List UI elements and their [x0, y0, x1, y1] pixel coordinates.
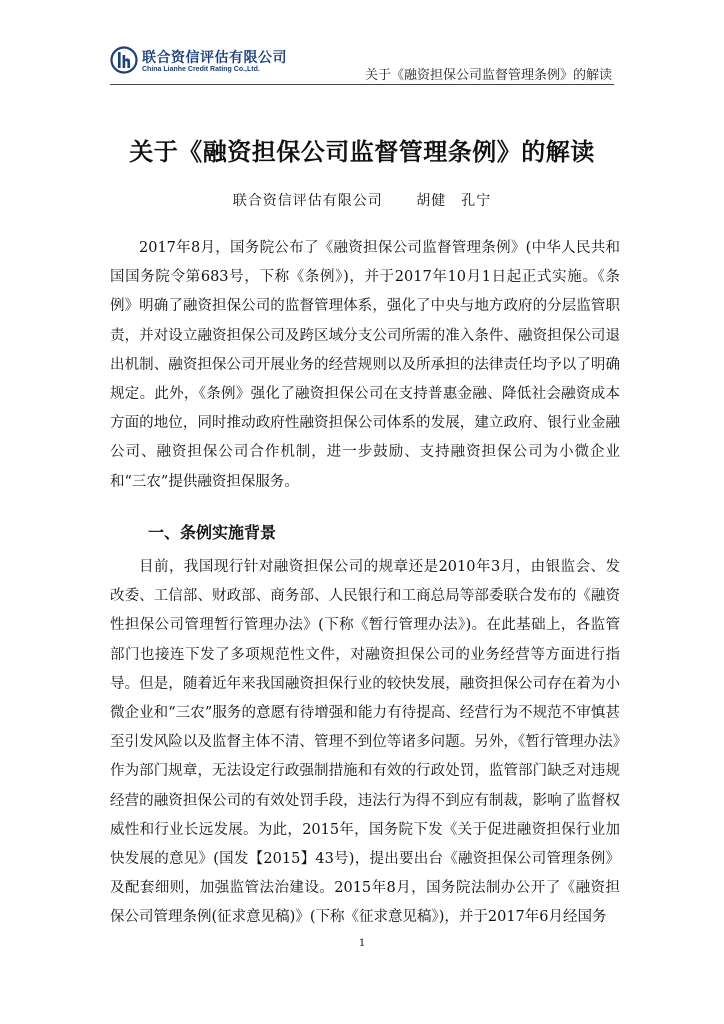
byline-authors: 胡健 孔宁	[416, 193, 492, 209]
byline	[0, 190, 724, 210]
document-title: 关于《融资担保公司监督管理条例》的解读	[129, 138, 595, 166]
company-name-en: China Lianhe Credit Rating Co.,Ltd.	[142, 66, 260, 73]
page-number: 1	[358, 938, 366, 949]
running-title: 关于《融资担保公司监督管理条例》的解读	[364, 68, 612, 83]
company-name-cn: 联合资信评估有限公司	[142, 50, 287, 66]
company-logo-icon	[110, 46, 138, 74]
section-heading: 一、条例实施背景	[148, 523, 277, 542]
background-paragraph: 目前，我国现行针对融资担保公司的规章还是2010年3月，由银监会、发改委、工信部、财政部、商务部、人民银行和工商总局等部委联合发布的《融资性担保公司管理暂行管理办法》(下称《暂行管理办法》)。在此基础上，各监管部门也接连下发了多项规范性文件，对融资担保公司的业务经营等方面进行指导。但是，随着近年来我国融资担保行业的较快发展，融资担保公司存在着为小微企业和“三农”服务的意愿有待增强和能力有待提高、经营行为不规范不审慎甚至引发风险以及监督主体不清、管理不到位等诸多问题。另外，《暂行管理办法》作为部门规章，无法设定行政强制措施和有效的行政处罚，监管部门缺乏对违规经营的融资担保公司的有效处罚手段，违法行为得不到应有制裁，影响了监督权威性和行业长远发展。为此，2015年，国务院下发《关于促进融资担保行业加快发展的意见》(国发【2015】43号)，提出要出台《融资担保公司管理条例》及配套细则，加强监管法治建设。2015年8月，国务院法制办公开了《融资担保公司管理条例(征求意见稿)》(下称《征求意见稿》)，并于2017年6月经国务	[110, 559, 620, 926]
page-header	[110, 44, 614, 85]
byline-organization: 联合资信评估有限公司	[232, 193, 383, 209]
intro-paragraph: 2017年8月，国务院公布了《融资担保公司监督管理条例》(中华人民共和国国务院令第683号，下称《条例》)，并于2017年10月1日起正式实施。《条例》明确了融资担保公司的监督管理体系，强化了中央与地方政府的分层监管职责，并对设立融资担保公司及跨区域分支公司所需的准入条件、融资担保公司退出机制、融资担保公司开展业务的经营规则以及所承担的法律责任均予以了明确规定。此外，《条例》强化了融资担保公司在支持普惠金融、降低社会融资成本方面的地位，同时推动政府性融资担保公司体系的发展，建立政府、银行业金融公司、融资担保公司合作机制，进一步鼓励、支持融资担保公司为小微企业和“三农”提供融资担保服务。	[110, 240, 620, 490]
